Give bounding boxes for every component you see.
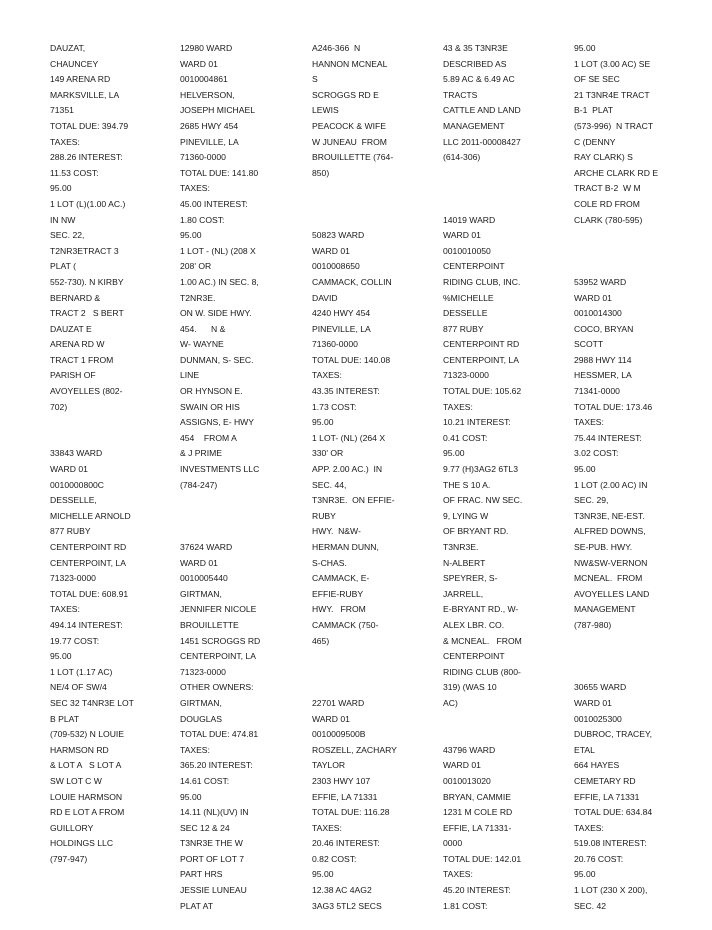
- listing-line: 4240 HWY 454: [312, 308, 371, 319]
- listing-column-5: [574, 41, 702, 914]
- listing-line: THE S 10 A.: [443, 479, 491, 490]
- listing-line: [574, 649, 702, 665]
- listing-line: PARISH OF: [50, 370, 96, 381]
- listing-line: 454. N &: [180, 323, 226, 334]
- listing-line: TRACT 1 FROM: [50, 354, 114, 365]
- listing-line: [574, 228, 702, 244]
- listing-line: TOTAL DUE: 116.28: [312, 807, 390, 818]
- listing-line: 33843 WARD: [50, 448, 103, 459]
- listing-line: COCO, BRYAN: [574, 323, 634, 334]
- listing-line: 288.26 INTEREST:: [50, 152, 123, 163]
- listing-line: WARD 01: [312, 245, 350, 256]
- listing-line: [312, 680, 440, 696]
- listing-line: 95.00: [312, 417, 334, 428]
- listing-line: APP. 2.00 AC.) IN: [312, 464, 383, 475]
- listing-line: [180, 493, 308, 509]
- listing-line: MCNEAL. FROM: [574, 573, 643, 584]
- listing-line: PINEVILLE, LA: [180, 136, 239, 147]
- listing-line: WARD 01: [443, 230, 481, 241]
- listing-line: NW&SW-VERNON: [574, 557, 648, 568]
- listing-line: BROUILLETTE (764-: [312, 152, 394, 163]
- listing-line: ARCHE CLARK RD E: [574, 167, 659, 178]
- listing-line: 1.80 COST:: [180, 214, 225, 225]
- listing-line: 494.14 INTEREST:: [50, 619, 123, 630]
- listing-line: JOSEPH MICHAEL: [180, 105, 255, 116]
- listing-line: TAXES:: [443, 869, 473, 880]
- listing-line: WARD 01: [312, 713, 350, 724]
- listing-line: B PLAT: [50, 713, 79, 724]
- listing-line: 12.38 AC 4AG2: [312, 885, 372, 896]
- listing-line: PLAT AT: [180, 900, 213, 911]
- listing-line: 850): [312, 167, 330, 178]
- listing-line: INVESTMENTS LLC: [180, 464, 260, 475]
- listing-line: A246-366 N: [312, 43, 361, 53]
- listing-line: [443, 197, 571, 213]
- listing-line: 95.00: [180, 791, 202, 802]
- listing-line: PART HRS: [180, 869, 223, 880]
- listing-line: 37624 WARD: [180, 542, 233, 552]
- listing-line: 465): [312, 635, 330, 646]
- listing-line: 43.35 INTEREST:: [312, 386, 380, 397]
- listing-line: CEMETARY RD: [574, 775, 636, 786]
- listing-line: OF FRAC. NW SEC.: [443, 495, 523, 506]
- listing-line: T3NR3E. ON EFFIE-: [312, 495, 395, 506]
- listing-column-3: [312, 41, 440, 914]
- listing-line: 71360-0000: [180, 152, 226, 163]
- listing-line: 702): [50, 401, 68, 412]
- listing-line: CENTERPOINT: [443, 261, 505, 272]
- listing-line: DUBROC, TRACEY,: [574, 729, 652, 740]
- listing-line: AC): [443, 697, 458, 708]
- listing-line: TOTAL DUE: 105.62: [443, 386, 522, 397]
- listing-line: [312, 181, 440, 197]
- listing-line: 95.00: [50, 651, 72, 662]
- listing-line: WARD 01: [50, 464, 88, 475]
- listing-line: 53952 WARD: [574, 276, 627, 287]
- listing-line: TOTAL DUE: 142.01: [443, 853, 522, 864]
- listing-line: TAXES:: [443, 401, 473, 412]
- listing-line: DAVID: [312, 292, 338, 303]
- listing-line: [180, 509, 308, 525]
- listing-line: TOTAL DUE: 141.80: [180, 167, 259, 178]
- listing-line: CATTLE AND LAND: [443, 105, 521, 116]
- listing-line: 552-730). N KIRBY: [50, 276, 124, 287]
- listing-line: 1 LOT (230 X 200),: [574, 885, 648, 896]
- listing-line: CENTERPOINT, LA: [50, 557, 126, 568]
- listing-line: 71360-0000: [312, 339, 358, 350]
- listing-line: WARD 01: [574, 697, 612, 708]
- listing-line: ETAL: [574, 744, 595, 755]
- listing-line: RIDING CLUB (800-: [443, 666, 521, 677]
- listing-line: BROUILLETTE: [180, 619, 239, 630]
- listing-line: TOTAL DUE: 474.81: [180, 729, 259, 740]
- listing-line: 0010009500B: [312, 729, 366, 740]
- listing-line: 0.82 COST:: [312, 853, 357, 864]
- listing-line: 95.00: [50, 183, 72, 194]
- listing-line: RUBY: [312, 510, 336, 521]
- listing-line: T3NR3E THE W: [180, 838, 243, 849]
- listing-line: [180, 524, 308, 540]
- listing-line: OR HYNSON E.: [180, 386, 243, 397]
- listing-line: EFFIE, LA 71331: [574, 791, 640, 802]
- listing-line: & LOT A S LOT A: [50, 760, 122, 771]
- listing-line: 1.00 AC.) IN SEC. 8,: [180, 276, 259, 287]
- listing-line: CAMMACK, E-: [312, 573, 370, 584]
- listing-line: 20.46 INTEREST:: [312, 838, 380, 849]
- listing-line: 0010005440: [180, 573, 228, 584]
- listing-line: 12980 WARD: [180, 43, 233, 53]
- listing-line: PORT OF LOT 7: [180, 853, 244, 864]
- listing-line: LEWIS: [312, 105, 339, 116]
- listing-line: 1231 M COLE RD: [443, 807, 513, 818]
- listing-line: CLARK (780-595): [574, 214, 643, 225]
- listing-line: AVOYELLES LAND: [574, 588, 650, 599]
- listing-line: DESSELLE: [443, 308, 488, 319]
- listing-line: SEC 12 & 24: [180, 822, 230, 833]
- listing-line: SCOTT: [574, 339, 604, 350]
- listing-line: 0010004861: [180, 74, 228, 85]
- listing-line: W- WAYNE: [180, 339, 224, 350]
- listing-column-1: [50, 41, 178, 867]
- listing-line: 95.00: [574, 464, 596, 475]
- listing-line: 1.81 COST:: [443, 900, 488, 911]
- listing-line: SEC 32 T4NR3E LOT: [50, 697, 134, 708]
- listing-line: 22701 WARD: [312, 697, 365, 708]
- listing-line: N-ALBERT: [443, 557, 486, 568]
- listing-line: TRACT B-2 W M: [574, 183, 641, 194]
- listing-line: [443, 166, 571, 182]
- listing-line: GUILLORY: [50, 822, 94, 833]
- listing-line: T3NR3E, NE-EST.: [574, 510, 645, 521]
- listing-line: %MICHELLE: [443, 292, 494, 303]
- listing-column-2: [180, 41, 308, 914]
- listing-line: ASSIGNS, E- HWY: [180, 417, 255, 428]
- listing-line: 664 HAYES: [574, 760, 620, 771]
- listing-line: JESSIE LUNEAU: [180, 885, 247, 896]
- listing-line: SCROGGS RD E: [312, 89, 379, 100]
- listing-line: TRACTS: [443, 89, 478, 100]
- listing-line: [312, 197, 440, 213]
- listing-line: 2988 HWY 114: [574, 354, 632, 365]
- listing-line: T2NR3ETRACT 3: [50, 245, 119, 256]
- listing-line: BERNARD &: [50, 292, 101, 303]
- listing-line: EFFIE, LA 71331: [312, 791, 378, 802]
- listing-line: MANAGEMENT: [574, 604, 636, 615]
- listing-line: 1.73 COST:: [312, 401, 357, 412]
- listing-line: [50, 431, 178, 447]
- listing-line: 71323-0000: [50, 573, 96, 584]
- listing-line: DESCRIBED AS: [443, 58, 507, 69]
- listing-line: (614-306): [443, 152, 481, 163]
- listing-line: [312, 665, 440, 681]
- listing-line: PINEVILLE, LA: [312, 323, 371, 334]
- listing-line: HELVERSON,: [180, 89, 235, 100]
- listing-line: HERMAN DUNN,: [312, 542, 379, 552]
- listing-line: 71351: [50, 105, 74, 116]
- listing-line: MARKSVILLE, LA: [50, 89, 120, 100]
- listing-line: 19.77 COST:: [50, 635, 100, 646]
- listing-line: HANNON MCNEAL: [312, 58, 388, 69]
- listing-line: IN NW: [50, 214, 76, 225]
- listing-line: 0010014300: [574, 308, 622, 319]
- listing-line: 0010000800C: [50, 479, 105, 490]
- listing-line: [443, 712, 571, 728]
- listing-line: DAUZAT,: [50, 43, 86, 53]
- listing-line: OF SE SEC: [574, 74, 620, 85]
- listing-line: AVOYELLES (802-: [50, 386, 123, 397]
- listing-line: 95.00: [180, 230, 202, 241]
- listing-line: [574, 259, 702, 275]
- listing-line: OF BRYANT RD.: [443, 526, 509, 537]
- listing-line: TAXES:: [50, 136, 80, 147]
- listing-line: 1 LOT - (NL) (208 X: [180, 245, 256, 256]
- listing-line: 1 LOT (2.00 AC) IN: [574, 479, 648, 490]
- listing-line: BRYAN, CAMMIE: [443, 791, 511, 802]
- listing-line: ALFRED DOWNS,: [574, 526, 646, 537]
- listing-line: OTHER OWNERS:: [180, 682, 254, 693]
- listing-line: 71341-0000: [574, 386, 620, 397]
- listing-line: 30655 WARD: [574, 682, 627, 693]
- listing-line: SEC. 22,: [50, 230, 85, 241]
- listing-line: (573-996) N TRACT: [574, 120, 654, 131]
- listing-line: HOLDINGS LLC: [50, 838, 114, 849]
- listing-line: 95.00: [443, 448, 465, 459]
- listing-line: 14.11 (NL)(UV) IN: [180, 807, 249, 818]
- listing-line: SE-PUB. HWY.: [574, 542, 633, 552]
- listing-line: TAXES:: [180, 744, 210, 755]
- listing-line: (784-247): [180, 479, 218, 490]
- listing-line: HWY. N&W-: [312, 526, 361, 537]
- listing-line: 20.76 COST:: [574, 853, 624, 864]
- listing-line: 3AG3 5TL2 SECS: [312, 900, 382, 911]
- listing-line: 95.00: [312, 869, 334, 880]
- listing-line: TAXES:: [180, 183, 210, 194]
- listing-line: [443, 727, 571, 743]
- listing-line: 365.20 INTEREST:: [180, 760, 253, 771]
- listing-line: SWAIN OR HIS: [180, 401, 240, 412]
- listing-line: 2685 HWY 454: [180, 120, 239, 131]
- listing-line: 519.08 INTEREST:: [574, 838, 647, 849]
- listing-line: 208' OR: [180, 261, 212, 272]
- listing-line: 43 & 35 T3NR3E: [443, 43, 508, 53]
- listing-line: 0010010050: [443, 245, 491, 256]
- listing-line: RD E LOT A FROM: [50, 807, 125, 818]
- listing-line: SW LOT C W: [50, 775, 102, 786]
- listing-line: RIDING CLUB, INC.: [443, 276, 521, 287]
- listing-line: 95.00: [574, 869, 596, 880]
- listing-line: TAYLOR: [312, 760, 346, 771]
- listing-line: COLE RD FROM: [574, 198, 640, 209]
- listing-line: DUNMAN, S- SEC.: [180, 354, 254, 365]
- listing-line: CENTERPOINT, LA: [180, 651, 256, 662]
- listing-line: SEC. 42: [574, 900, 607, 911]
- listing-line: CAMMACK, COLLIN: [312, 276, 392, 287]
- listing-line: TOTAL DUE: 173.46: [574, 401, 653, 412]
- listing-line: B-1 PLAT: [574, 105, 614, 116]
- listing-line: MANAGEMENT: [443, 120, 505, 131]
- listing-line: DOUGLAS: [180, 713, 223, 724]
- listing-line: EFFIE, LA 71331-: [443, 822, 512, 833]
- listing-line: 43796 WARD: [443, 744, 496, 755]
- listing-line: 0000: [443, 838, 463, 849]
- listing-line: 0010025300: [574, 713, 622, 724]
- listing-line: W JUNEAU FROM: [312, 136, 387, 147]
- listing-line: TOTAL DUE: 394.79: [50, 120, 129, 131]
- listing-line: 877 RUBY: [50, 526, 91, 537]
- listing-line: 75.44 INTEREST:: [574, 432, 642, 443]
- listing-line: TOTAL DUE: 608.91: [50, 588, 129, 599]
- listing-line: WARD 01: [574, 292, 612, 303]
- listing-line: [50, 415, 178, 431]
- listing-line: [574, 634, 702, 650]
- listing-line: 0010013020: [443, 775, 491, 786]
- listing-line: 9, LYING W: [443, 510, 489, 521]
- listing-line: CAMMACK (750-: [312, 619, 379, 630]
- listing-line: 1 LOT (3.00 AC) SE: [574, 58, 651, 69]
- listing-line: T3NR3E.: [443, 542, 479, 552]
- listing-line: 1 LOT (1.17 AC): [50, 666, 113, 677]
- listing-line: 0.41 COST:: [443, 432, 488, 443]
- listing-line: 2303 HWY 107: [312, 775, 371, 786]
- listing-line: PEACOCK & WIFE: [312, 120, 387, 131]
- listing-line: TAXES:: [574, 417, 604, 428]
- listing-line: C (DENNY: [574, 136, 616, 147]
- listing-line: 1 LOT- (NL) (264 X: [312, 432, 386, 443]
- listing-line: 0010008650: [312, 261, 360, 272]
- listing-line: CENTERPOINT, LA: [443, 354, 519, 365]
- listing-line: 5.89 AC & 6.49 AC: [443, 74, 515, 85]
- listing-line: TOTAL DUE: 140.08: [312, 354, 391, 365]
- listing-line: TAXES:: [574, 822, 604, 833]
- listing-line: TAXES:: [312, 370, 342, 381]
- listing-line: 45.20 INTEREST:: [443, 885, 511, 896]
- listing-line: 95.00: [574, 43, 596, 53]
- listing-line: 71323-0000: [180, 666, 226, 677]
- listing-line: DESSELLE,: [50, 495, 97, 506]
- listing-line: SEC. 29,: [574, 495, 609, 506]
- listing-line: [443, 181, 571, 197]
- listing-line: 71323-0000: [443, 370, 489, 381]
- listing-line: TAXES:: [312, 822, 342, 833]
- listing-line: LINE: [180, 370, 200, 381]
- listing-line: CENTERPOINT RD: [50, 542, 127, 552]
- listing-line: 1451 SCROGGS RD: [180, 635, 261, 646]
- listing-line: TAXES:: [50, 604, 80, 615]
- listing-line: WARD 01: [180, 557, 218, 568]
- listing-line: JENNIFER NICOLE: [180, 604, 257, 615]
- listing-line: 319) (WAS 10: [443, 682, 497, 693]
- listing-line: HESSMER, LA: [574, 370, 632, 381]
- listing-line: (787-980): [574, 619, 612, 630]
- listing-line: 45.00 INTEREST:: [180, 198, 248, 209]
- listing-line: [312, 649, 440, 665]
- listing-line: MICHELLE ARNOLD: [50, 510, 131, 521]
- listing-line: HARMSON RD: [50, 744, 109, 755]
- listing-line: S-CHAS.: [312, 557, 347, 568]
- listing-line: (709-532) N LOUIE: [50, 729, 125, 740]
- listing-line: 1 LOT (L)(1.00 AC.): [50, 198, 126, 209]
- listing-line: 21 T3NR4E TRACT: [574, 89, 650, 100]
- listing-line: 10.21 INTEREST:: [443, 417, 511, 428]
- listing-line: [574, 244, 702, 260]
- listing-line: DAUZAT E: [50, 323, 92, 334]
- listing-line: T2NR3E.: [180, 292, 216, 303]
- listing-line: WARD 01: [180, 58, 218, 69]
- listing-line: CENTERPOINT RD: [443, 339, 520, 350]
- listing-line: E-BRYANT RD., W-: [443, 604, 519, 615]
- listing-line: SPEYRER, S-: [443, 573, 498, 584]
- listing-line: ALEX LBR. CO.: [443, 619, 505, 630]
- listing-line: CHAUNCEY: [50, 58, 99, 69]
- listing-line: 11.53 COST:: [50, 167, 99, 178]
- listing-line: [574, 665, 702, 681]
- listing-line: GIRTMAN,: [180, 697, 222, 708]
- listing-line: NE/4 OF SW/4: [50, 682, 107, 693]
- listing-line: 50823 WARD: [312, 230, 365, 241]
- listing-column-4: [443, 41, 571, 914]
- listing-line: WARD 01: [443, 760, 481, 771]
- listing-line: RAY CLARK) S: [574, 152, 633, 163]
- listing-line: JARRELL,: [443, 588, 484, 599]
- listing-line: 3.02 COST:: [574, 448, 619, 459]
- listing-line: 14019 WARD: [443, 214, 496, 225]
- listing-line: GIRTMAN,: [180, 588, 222, 599]
- listing-line: (797-947): [50, 853, 88, 864]
- listing-line: PLAT (: [50, 261, 76, 272]
- listing-line: LLC 2011-00008427: [443, 136, 521, 147]
- listing-line: TRACT 2 S BERT: [50, 308, 124, 319]
- listing-line: & J PRIME: [180, 448, 223, 459]
- listing-line: 330' OR: [312, 448, 344, 459]
- listing-line: 454 FROM A: [180, 432, 237, 443]
- listing-line: TOTAL DUE: 634.84: [574, 807, 653, 818]
- listing-line: CENTERPOINT: [443, 651, 505, 662]
- listing-line: S: [312, 74, 318, 85]
- listing-line: ROSZELL, ZACHARY: [312, 744, 397, 755]
- listing-line: SEC. 44,: [312, 479, 347, 490]
- listing-line: & MCNEAL. FROM: [443, 635, 522, 646]
- listing-line: 877 RUBY: [443, 323, 484, 334]
- listing-line: 14.61 COST:: [180, 775, 230, 786]
- listing-line: [312, 213, 440, 229]
- listing-line: 149 ARENA RD: [50, 74, 111, 85]
- listing-line: ARENA RD W: [50, 339, 105, 350]
- listing-line: EFFIE-RUBY: [312, 588, 364, 599]
- listing-line: 9.77 (H)3AG2 6TL3: [443, 464, 518, 475]
- listing-line: ON W. SIDE HWY.: [180, 308, 252, 319]
- listing-line: HWY. FROM: [312, 604, 366, 615]
- listing-line: LOUIE HARMSON: [50, 791, 123, 802]
